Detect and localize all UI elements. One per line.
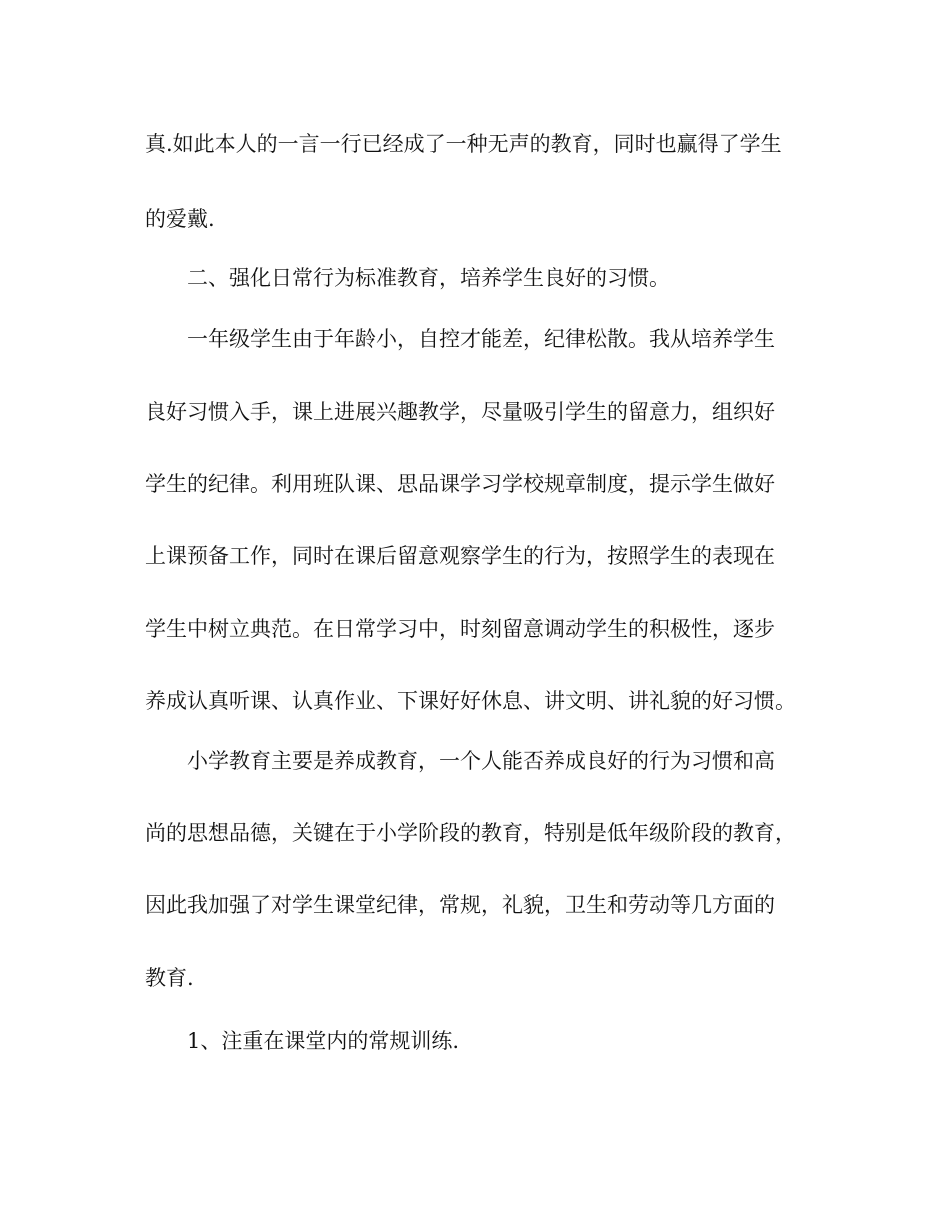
text-line: 学生的纪律。利用班队课、思品课学习学校规章制度，提示学生做好 bbox=[145, 472, 775, 496]
text-line: 尚的思想品德，关键在于小学阶段的教育，特别是低年级阶段的教育， bbox=[145, 821, 796, 845]
paragraph-start-line: 一年级学生由于年龄小，自控才能差，纪律松散。我从培养学生 bbox=[187, 327, 775, 351]
text-line: 因此我加强了对学生课堂纪律，常规，礼貌，卫生和劳动等几方面的 bbox=[145, 893, 775, 917]
text-line: 的爱戴. bbox=[145, 207, 215, 231]
list-item-heading: 1、注重在课堂内的常规训练. bbox=[187, 1029, 460, 1053]
section-heading: 二、强化日常行为标准教育，培养学生良好的习惯。 bbox=[187, 266, 670, 290]
text-line: 良好习惯入手，课上进展兴趣教学，尽量吸引学生的留意力，组织好 bbox=[145, 400, 775, 424]
text-line: 上课预备工作，同时在课后留意观察学生的行为，按照学生的表现在 bbox=[145, 544, 775, 568]
text-line: 教育. bbox=[145, 966, 194, 990]
text-line: 真.如此本人的一言一行已经成了一种无声的教育，同时也赢得了学生 bbox=[145, 132, 782, 156]
paragraph-start-line: 小学教育主要是养成教育，一个人能否养成良好的行为习惯和高 bbox=[187, 749, 775, 773]
text-line: 学生中树立典范。在日常学习中，时刻留意调动学生的积极性，逐步 bbox=[145, 617, 775, 641]
text-line: 养成认真听课、认真作业、下课好好休息、讲文明、讲礼貌的好习惯。 bbox=[145, 689, 796, 713]
